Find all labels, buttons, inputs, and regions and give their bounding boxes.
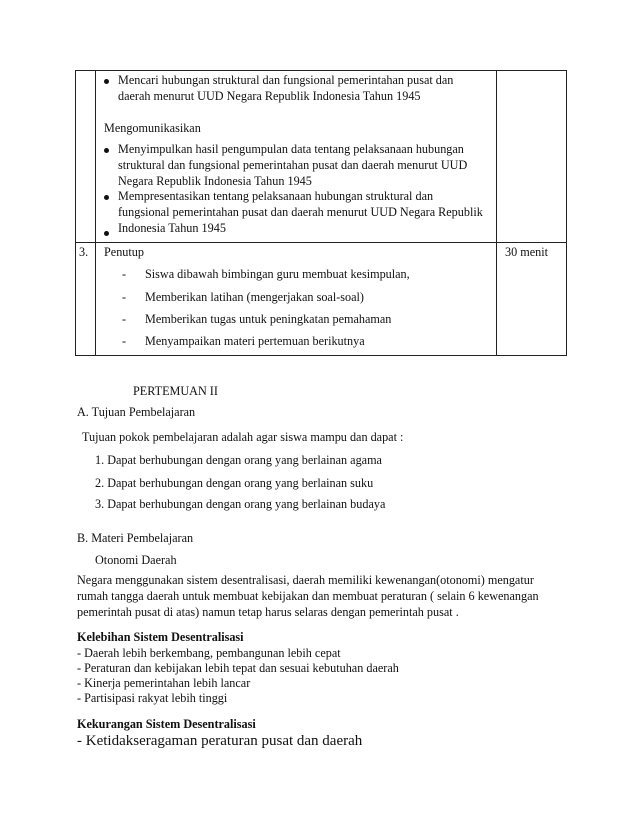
disadvantages-title: Kekurangan Sistem Desentralisasi [77, 717, 256, 731]
advantage-item: - Peraturan dan kebijakan lebih tepat dan sesuai kebutuhan daerah [77, 661, 399, 675]
advantage-item: - Kinerja pemerintahan lebih lancar [77, 676, 251, 690]
paragraph-line: pemerintah pusat di atas) namun tetap harus selaras dengan pemerintah pusat . [77, 605, 459, 619]
closing-item: Memberikan tugas untuk peningkatan pemahaman [145, 312, 392, 326]
dash-marker: - [122, 290, 127, 304]
table-column-divider-2 [496, 70, 497, 356]
table-border-left [75, 70, 76, 356]
section-heading: Mengomunikasikan [104, 121, 201, 135]
table-border-bottom [75, 355, 567, 356]
bullet-item [118, 188, 483, 236]
disadvantage-item: - Ketidakseragaman peraturan pusat dan daerah [77, 733, 363, 749]
row-time: 30 menit [505, 245, 548, 259]
section-a-heading: A. Tujuan Pembelajaran [77, 405, 196, 419]
table-border-right [566, 70, 567, 356]
meeting-title: PERTEMUAN II [133, 384, 218, 398]
bullet-icon [104, 195, 109, 200]
objective-item: 2. Dapat berhubungan dengan orang yang berlainan suku [95, 476, 374, 490]
advantages-title: Kelebihan Sistem Desentralisasi [77, 630, 244, 644]
bullet-item-line: Menyimpulkan hasil pengumpulan data tentang pelaksanaan hubungan [118, 142, 464, 156]
dash-marker: - [122, 334, 127, 348]
objective-item: 3. Dapat berhubungan dengan orang yang berlainan budaya [95, 497, 386, 511]
section-b-heading: B. Materi Pembelajaran [77, 531, 194, 545]
bullet-item-line: struktural dan fungsional pemerintahan pusat dan daerah menurut UUD [118, 158, 468, 172]
lesson-table [75, 70, 567, 356]
row-title: Penutup [104, 245, 144, 259]
section-b-subheading: Otonomi Daerah [95, 553, 177, 567]
bullet-item-line: daerah menurut UUD Negara Republik Indonesia Tahun 1945 [118, 89, 421, 103]
advantage-item: - Daerah lebih berkembang, pembangunan lebih cepat [77, 646, 341, 660]
closing-item: Memberikan latihan (mengerjakan soal-soal) [145, 290, 364, 304]
bullet-item-line: fungsional pemerintahan pusat dan daerah menurut UUD Negara Republik [118, 205, 483, 219]
closing-item: Menyampaikan materi pertemuan berikutnya [145, 334, 365, 348]
objective-item: 1. Dapat berhubungan dengan orang yang berlainan agama [95, 453, 382, 467]
table-row-divider [75, 242, 567, 243]
paragraph-line: Negara menggunakan sistem desentralisasi, daerah memiliki kewenangan(otonomi) mengatur [77, 573, 534, 587]
bullet-icon [104, 231, 109, 236]
row-number: 3. [79, 245, 89, 259]
advantage-item: - Partisipasi rakyat lebih tinggi [77, 691, 228, 705]
dash-marker: - [122, 267, 127, 281]
dash-marker: - [122, 312, 127, 326]
table-column-divider-1 [95, 70, 96, 356]
bullet-icon [104, 79, 109, 84]
bullet-item-line: Mempresentasikan tentang pelaksanaan hubungan struktural dan [118, 189, 434, 203]
bullet-item-line: Negara Republik Indonesia Tahun 1945 [118, 174, 312, 188]
paragraph-line: rumah tangga daerah untuk membuat kebijakan dan membuat peraturan ( selain 6 kewenangan [77, 589, 539, 603]
bullet-icon [104, 148, 109, 153]
table-border-top [75, 70, 567, 71]
bullet-item-line: Indonesia Tahun 1945 [118, 221, 226, 235]
bullet-item [118, 72, 453, 104]
bullet-item-line: Mencari hubungan struktural dan fungsional pemerintahan pusat dan [118, 73, 454, 87]
bullet-item [118, 141, 467, 189]
closing-item: Siswa dibawah bimbingan guru membuat kesimpulan, [145, 267, 410, 281]
section-a-intro: Tujuan pokok pembelajaran adalah agar siswa mampu dan dapat : [82, 430, 404, 444]
